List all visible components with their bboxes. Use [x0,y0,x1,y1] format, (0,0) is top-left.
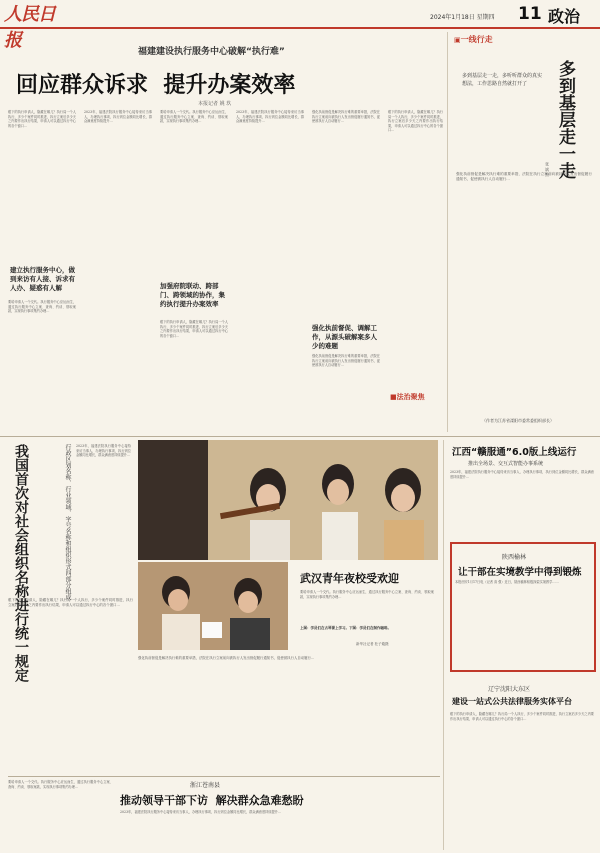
lead-subhead-2: 加强府院联动、跨部门、跨领域的协作，集约执行提升办案效率 [160,282,225,308]
zhejiang-headline: 推动领导干部下访 解决群众急难愁盼 [120,794,304,807]
jiangxi-story [448,440,596,538]
vertical-side-deck: 行政区划名称、行业领域、字号名称和组织形式四部分组成 [64,444,71,600]
photo-headline: 武汉青年夜校受欢迎 [300,572,399,585]
liaoning-body: 眼下的执行申请人，隐藏在哪儿？执行局一个人执行，多少个案件同时推进，执行立案后多少天之内要作出执行结果，申请人可以通过执行中心的各个窗口… [450,712,594,721]
zhejiang-kicker: 浙江苍南县 [190,782,221,789]
law-tag: ■法治聚焦 [390,393,425,401]
vertical-headline: 我国首次对社会组织名称进行统一规定 [13,444,29,682]
photo-bottom [138,562,288,650]
lead-byline: 本报记者 姚 玖 [198,101,232,107]
column-title: 多到基层走一走 [555,60,575,179]
lead-subhead-1: 建立执行服务中心，做到来访有人接、诉求有人办、疑惑有人解 [10,266,75,292]
photo-body: 要给申请人一个交代。执行服务中心应运而生，通过执行服务中心立案、查询、约谈、领取案款，实现执行事项集约办理… [300,590,434,599]
column-deck: 多到基层走一走，多听听群众的真实想法，工作思路自然就打开了 [462,73,543,87]
shaanxi-story-highlight [450,542,596,672]
lead-headline: 回应群众诉求 提升办案效率 [16,73,296,98]
lead-text-col-3: 要给申请人一个交代。执行服务中心应运而生，通过执行服务中心立案、查询、约谈、领取案款，实现执行事项集约办理… [160,110,228,124]
issue-date: 2024年1月18日 星期四 [430,14,495,21]
jiangxi-sub: 推出全场景、交互式智能办事系统 [468,461,544,467]
right-divider [443,440,444,850]
liaoning-headline: 建设一站式公共法律服务实体平台 [452,697,572,706]
shaanxi-body: 本报西安1月17日电（记者 高 强）近日，陕西榆林积极探索实境教学…… [455,580,559,584]
lead-text-col-4: 2023年，福建法院执行服务中心接待来访当事人，办理执行事项，执行到位金额同比增长，群众满意度持续提升… [236,110,304,124]
photo-top [138,440,438,560]
column-credit: （作者为江苏省溧阳市委常委组织部长） [482,418,554,423]
page-number: 11 [518,4,542,24]
column-body: 强化执前督促是解决执行难的重要举措，法院在执行立案前向被执行人发出督促履行通知书，促使被执行人自动履行… [456,172,592,182]
photo-caption-area [296,562,438,650]
shaanxi-headline: 让干部在实境教学中得到锻炼 [458,567,582,578]
lead-text-col-5: 强化执前督促是解决执行难的重要举措，法院在执行立案前向被执行人发出督促履行通知书，促使被执行人自动履行… [312,110,380,124]
photo-caption: 上图：学员们在古琴课上学习。下图：学员们在制作咖啡。 [300,626,391,630]
lead-text-col-6: 眼下的执行申请人，隐藏在哪儿？执行局一个人执行，多少个案件同时推进，执行立案后多少天之内要作出执行结果，申请人可以通过执行中心的各个窗口… [388,110,443,133]
mid-rule [0,436,600,437]
photo-story-text: 强化执前督促是解决执行难的重要举措，法院在执行立案前向被执行人发出督促履行通知书，促使被执行人自动履行… [138,656,315,660]
lead-text-col-1b: 要给申请人一个交代。执行服务中心应运而生，通过执行服务中心立案、查询、约谈、领取案款，实现执行事项集约办理… [8,300,76,314]
liaoning-story [448,680,596,850]
section-name: 政治 [548,7,581,26]
photo-coffee-class [138,562,288,650]
jiangxi-headline: 江西“赣服通”6.0版上线运行 [452,447,577,458]
masthead-rule [0,27,600,29]
bottom-rule [8,776,440,777]
column-divider [447,32,448,432]
vertical-text-col: 2023年，福建法院执行服务中心接待来访当事人，办理执行事项，执行到位金额同比增长，群众满意度持续提升… [76,444,131,458]
masthead-logo: 人民日报 [4,4,55,51]
shaanxi-kicker: 陕西榆林 [502,554,527,561]
bottom-left-text: 要给申请人一个交代。执行服务中心应运而生，通过执行服务中心立案、查询、约谈、领取案款，实现执行事项集约办理… [8,780,113,789]
lead-text-col-2: 2023年，福建法院执行服务中心接待来访当事人，办理执行事项，执行到位金额同比增长，群众满意度持续提升… [84,110,152,124]
photo-young-learners [138,440,438,560]
lead-story [8,32,443,432]
column-author: 张 斌 杰 [545,162,550,177]
column-tag: ▣一线行走 [454,35,493,44]
jiangxi-body: 2023年，福建法院执行服务中心接待来访当事人，办理执行事项，执行到位金额同比增长，群众满意度持续提升… [450,470,594,479]
lead-text-col-5b: 强化执前督促是解决执行难的重要举措，法院在执行立案前向被执行人发出督促履行通知书，促使被执行人自动履行… [312,354,380,368]
liaoning-kicker: 辽宁沈阳大东区 [488,686,531,693]
lead-text-col-3b: 眼下的执行申请人，隐藏在哪儿？执行局一个人执行，多少个案件同时推进，执行立案后多少天之内要作出执行结果，申请人可以通过执行中心的各个窗口… [160,320,228,338]
photo-credit: 新华社记者 杜子璇摄 [356,642,389,646]
column-box [452,32,596,432]
vertical-text-bottom: 眼下的执行申请人，隐藏在哪儿？执行局一个人执行，多少个案件同时推进，执行立案后多少天之内要作出执行结果，申请人可以通过执行中心的各个窗口… [8,598,133,607]
lead-kicker: 福建建设执行服务中心破解“执行难” [138,47,285,57]
zhejiang-body: 2023年，福建法院执行服务中心接待来访当事人，办理执行事项，执行到位金额同比增长，群众满意度持续提升… [120,810,282,814]
lead-subhead-3: 强化执前督促、调解工作，从源头破解案多人少的难题 [312,324,377,350]
lead-text-col-1: 眼下的执行申请人，隐藏在哪儿？执行局一个人执行，多少个案件同时推进，执行立案后多少天之内要作出执行结果，申请人可以通过执行中心的各个窗口… [8,110,76,128]
